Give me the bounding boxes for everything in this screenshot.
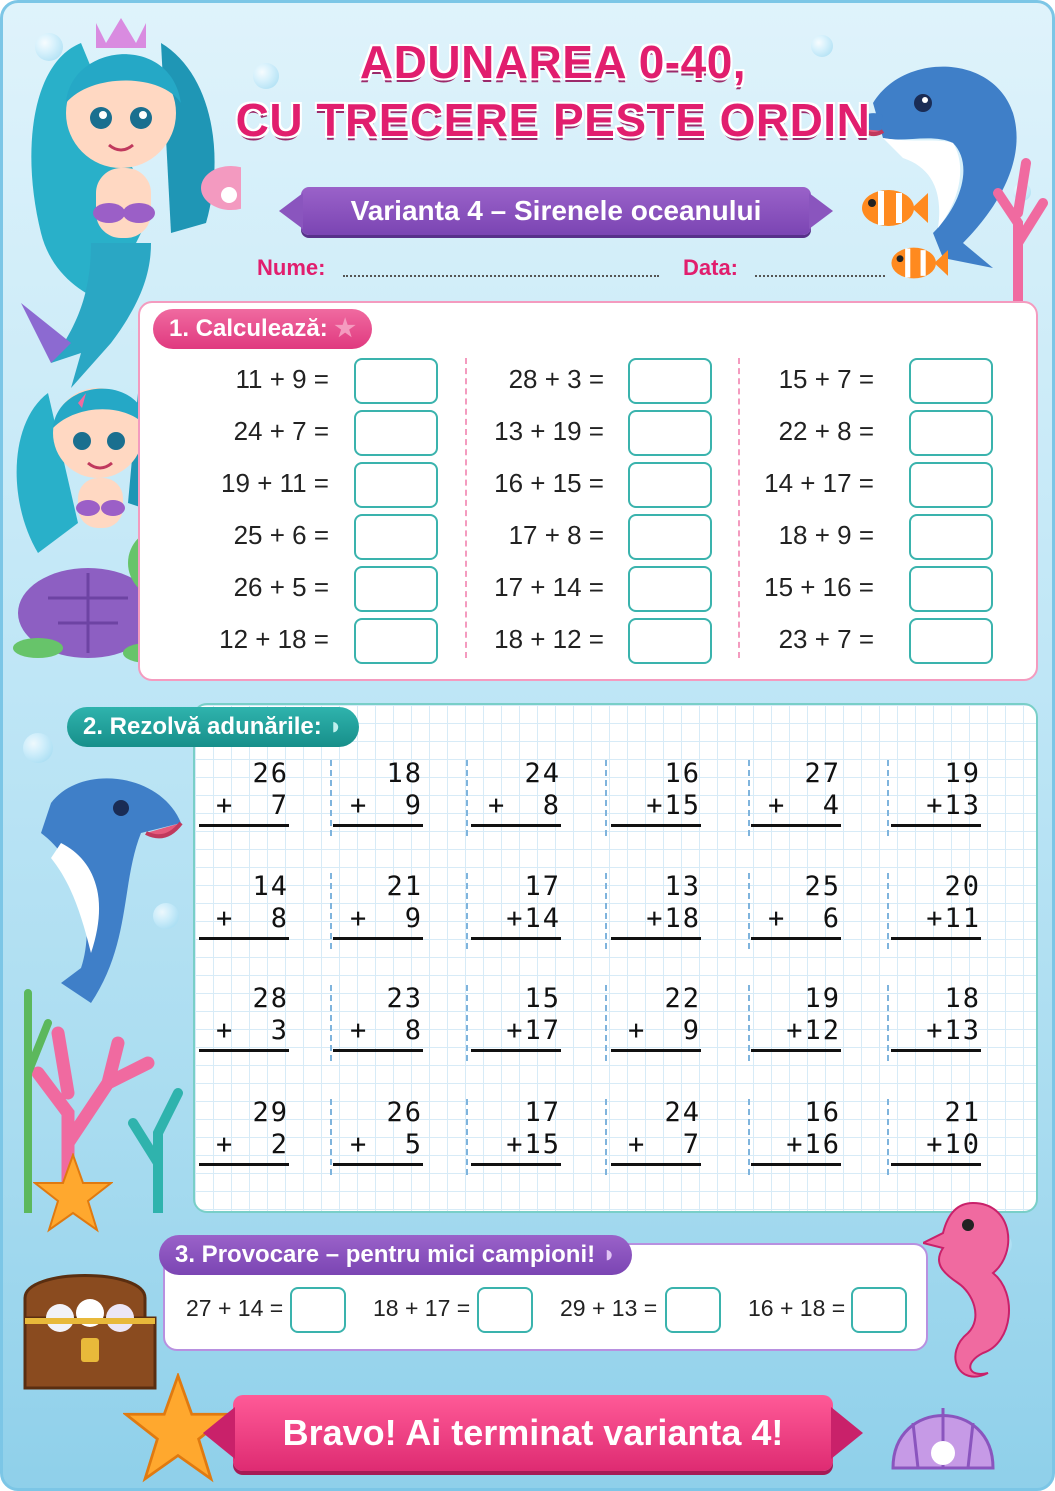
- answer-box[interactable]: [628, 514, 712, 560]
- bubble-decor: [23, 733, 53, 763]
- vertical-addition: [333, 1097, 423, 1166]
- addend-top: 24: [664, 1097, 701, 1128]
- calc-exercise: 17 + 8 =: [508, 520, 604, 550]
- vertical-addition: [199, 758, 289, 827]
- addend-bottom: + 7: [215, 790, 289, 821]
- calc-exercise: 14 + 17 =: [764, 468, 874, 498]
- addend-top: 21: [944, 1097, 981, 1128]
- addend-bottom: + 9: [349, 790, 423, 821]
- sum-line[interactable]: [199, 937, 289, 940]
- vertical-addition: [333, 758, 423, 827]
- challenge-exercise: 27 + 14 =: [186, 1295, 284, 1321]
- calc-exercise: 24 + 7 =: [233, 416, 329, 446]
- addend-top: 22: [664, 983, 701, 1014]
- answer-box[interactable]: [909, 358, 993, 404]
- addend-top: 13: [664, 871, 701, 902]
- calc-exercise: 18 + 12 =: [494, 624, 604, 654]
- column-separator: [466, 985, 468, 1061]
- addend-bottom: +13: [926, 790, 981, 821]
- sum-line[interactable]: [611, 1163, 701, 1166]
- column-separator: [887, 985, 889, 1061]
- addend-top: 24: [524, 758, 561, 789]
- answer-box[interactable]: [909, 410, 993, 456]
- sum-line[interactable]: [891, 824, 981, 827]
- addend-top: 18: [386, 758, 423, 789]
- column-separator: [605, 985, 607, 1061]
- seahorse-illustration: [923, 1193, 1033, 1383]
- sum-line[interactable]: [471, 937, 561, 940]
- calc-exercise: 11 + 9 =: [235, 364, 329, 394]
- shell-icon: ◗: [328, 713, 343, 740]
- sum-line[interactable]: [891, 1163, 981, 1166]
- sum-line[interactable]: [333, 1049, 423, 1052]
- section-label-text: 2. Rezolvă adunările:: [83, 713, 322, 740]
- addend-bottom: + 9: [349, 903, 423, 934]
- vertical-addition: [611, 983, 701, 1052]
- section-label-challenge: [159, 1235, 632, 1275]
- starfish-icon: [33, 1153, 113, 1233]
- addend-bottom: + 6: [767, 903, 841, 934]
- calc-exercise: 23 + 7 =: [778, 624, 874, 654]
- addend-top: 16: [804, 1097, 841, 1128]
- addend-bottom: +18: [646, 903, 701, 934]
- column-separator: [466, 873, 468, 949]
- vertical-addition: [471, 1097, 561, 1166]
- addend-bottom: +10: [926, 1129, 981, 1160]
- answer-box[interactable]: [628, 462, 712, 508]
- coral-illustration: [988, 133, 1053, 303]
- addend-bottom: + 3: [215, 1015, 289, 1046]
- answer-box[interactable]: [354, 618, 438, 664]
- sum-line[interactable]: [611, 937, 701, 940]
- addend-top: 28: [252, 983, 289, 1014]
- sum-line[interactable]: [199, 1163, 289, 1166]
- calc-exercise: 15 + 16 =: [764, 572, 874, 602]
- column-separator: [748, 873, 750, 949]
- answer-box[interactable]: [354, 358, 438, 404]
- page-title-line2: CU TRECERE PESTE ORDIN: [235, 94, 871, 146]
- sum-line[interactable]: [199, 1049, 289, 1052]
- vertical-addition: [751, 871, 841, 940]
- calc-exercise: 25 + 6 =: [233, 520, 329, 550]
- date-line[interactable]: [755, 275, 885, 277]
- answer-box[interactable]: [909, 514, 993, 560]
- vertical-addition: [891, 758, 981, 827]
- addend-bottom: +17: [506, 1015, 561, 1046]
- addend-bottom: +14: [506, 903, 561, 934]
- column-separator: [330, 760, 332, 836]
- vertical-addition: [199, 1097, 289, 1166]
- addend-top: 19: [804, 983, 841, 1014]
- sum-line[interactable]: [471, 824, 561, 827]
- addend-top: 18: [944, 983, 981, 1014]
- challenge-answer-box[interactable]: [665, 1287, 721, 1333]
- addend-bottom: + 9: [627, 1015, 701, 1046]
- section-label-text: 3. Provocare – pentru mici campioni!: [175, 1241, 596, 1268]
- column-separator: [605, 873, 607, 949]
- column-separator: [330, 1099, 332, 1175]
- vertical-addition: [891, 1097, 981, 1166]
- answer-box[interactable]: [628, 358, 712, 404]
- column-separator: [748, 985, 750, 1061]
- challenge-exercise: 16 + 18 =: [748, 1295, 846, 1321]
- vertical-addition: [333, 983, 423, 1052]
- name-line[interactable]: [343, 275, 659, 277]
- shell-icon: ◗: [601, 1241, 617, 1268]
- fish-icon: [858, 183, 928, 233]
- sum-line[interactable]: [333, 824, 423, 827]
- vertical-addition: [611, 871, 701, 940]
- column-separator: [887, 760, 889, 836]
- addend-bottom: +15: [506, 1129, 561, 1160]
- section-label-text: 1. Calculează:: [169, 315, 328, 342]
- sum-line[interactable]: [333, 937, 423, 940]
- addend-bottom: +11: [926, 903, 981, 934]
- calc-exercise: 28 + 3 =: [508, 364, 604, 394]
- answer-box[interactable]: [354, 410, 438, 456]
- addend-top: 26: [252, 758, 289, 789]
- calc-exercise: 22 + 8 =: [778, 416, 874, 446]
- sum-line[interactable]: [891, 1049, 981, 1052]
- column-separator: [465, 358, 467, 658]
- addend-bottom: + 2: [215, 1129, 289, 1160]
- vertical-addition: [471, 758, 561, 827]
- addend-bottom: + 4: [767, 790, 841, 821]
- vertical-addition: [891, 871, 981, 940]
- addend-bottom: +16: [786, 1129, 841, 1160]
- starfish-icon: ★: [334, 315, 356, 342]
- sum-line[interactable]: [471, 1163, 561, 1166]
- vertical-addition: [611, 758, 701, 827]
- addend-top: 14: [252, 871, 289, 902]
- addend-top: 20: [944, 871, 981, 902]
- challenge-exercise: 29 + 13 =: [560, 1295, 658, 1321]
- addend-bottom: + 8: [487, 790, 561, 821]
- column-separator: [330, 985, 332, 1061]
- sum-line[interactable]: [199, 824, 289, 827]
- addend-top: 17: [524, 1097, 561, 1128]
- name-label: Nume:: [257, 255, 326, 280]
- addend-top: 19: [944, 758, 981, 789]
- challenge-answer-box[interactable]: [851, 1287, 907, 1333]
- challenge-exercise: 18 + 17 =: [373, 1295, 471, 1321]
- column-separator: [466, 1099, 468, 1175]
- vertical-addition: [471, 871, 561, 940]
- answer-box[interactable]: [628, 618, 712, 664]
- answer-box[interactable]: [628, 410, 712, 456]
- vertical-addition: [471, 983, 561, 1052]
- column-separator: [887, 873, 889, 949]
- addend-top: 26: [386, 1097, 423, 1128]
- calc-exercise: 19 + 11 =: [221, 468, 329, 498]
- calc-exercise: 18 + 9 =: [778, 520, 874, 550]
- sum-line[interactable]: [611, 824, 701, 827]
- column-separator: [466, 760, 468, 836]
- addend-bottom: + 8: [349, 1015, 423, 1046]
- addend-bottom: +13: [926, 1015, 981, 1046]
- addend-bottom: +15: [646, 790, 701, 821]
- calc-exercise: 15 + 7 =: [778, 364, 874, 394]
- sum-line[interactable]: [471, 1049, 561, 1052]
- answer-box[interactable]: [909, 566, 993, 612]
- challenge-answer-box[interactable]: [290, 1287, 346, 1333]
- addend-bottom: + 8: [215, 903, 289, 934]
- addend-top: 21: [386, 871, 423, 902]
- sum-line[interactable]: [751, 1163, 841, 1166]
- addend-top: 23: [386, 983, 423, 1014]
- fish-icon: [888, 241, 948, 285]
- date-label: Data:: [683, 255, 739, 280]
- column-separator: [330, 873, 332, 949]
- vertical-addition: [891, 983, 981, 1052]
- calc-exercise: 17 + 14 =: [494, 572, 604, 602]
- column-separator: [748, 1099, 750, 1175]
- sum-line[interactable]: [751, 824, 841, 827]
- column-separator: [748, 760, 750, 836]
- section-label-solve: [67, 707, 359, 747]
- section-label-calculate: [153, 309, 372, 349]
- calc-exercise: 13 + 19 =: [494, 416, 604, 446]
- vertical-addition: [751, 758, 841, 827]
- addend-bottom: + 5: [349, 1129, 423, 1160]
- calc-exercise: 12 + 18 =: [219, 624, 329, 654]
- answer-box[interactable]: [909, 462, 993, 508]
- sum-line[interactable]: [891, 937, 981, 940]
- shell-icon: [883, 1378, 1003, 1478]
- addend-top: 27: [804, 758, 841, 789]
- page-title-line1: ADUNAREA 0-40,: [359, 36, 747, 88]
- addend-bottom: +12: [786, 1015, 841, 1046]
- challenge-answer-box[interactable]: [477, 1287, 533, 1333]
- addend-top: 25: [804, 871, 841, 902]
- sum-line[interactable]: [333, 1163, 423, 1166]
- bravo-banner: Bravo! Ai terminat varianta 4!: [233, 1395, 833, 1471]
- column-separator: [605, 760, 607, 836]
- answer-box[interactable]: [628, 566, 712, 612]
- column-separator: [887, 1099, 889, 1175]
- vertical-addition: [199, 983, 289, 1052]
- calc-exercise: 16 + 15 =: [494, 468, 604, 498]
- subtitle-ribbon: Varianta 4 – Sirenele oceanului: [301, 187, 811, 235]
- calc-exercise: 26 + 5 =: [233, 572, 329, 602]
- vertical-addition: [333, 871, 423, 940]
- answer-box[interactable]: [354, 566, 438, 612]
- vertical-addition: [751, 983, 841, 1052]
- sum-line[interactable]: [751, 1049, 841, 1052]
- addend-top: 17: [524, 871, 561, 902]
- vertical-addition: [199, 871, 289, 940]
- vertical-addition: [611, 1097, 701, 1166]
- addend-top: 16: [664, 758, 701, 789]
- answer-box[interactable]: [354, 514, 438, 560]
- sum-line[interactable]: [611, 1049, 701, 1052]
- answer-box[interactable]: [909, 618, 993, 664]
- addend-top: 15: [524, 983, 561, 1014]
- addend-bottom: + 7: [627, 1129, 701, 1160]
- vertical-addition: [751, 1097, 841, 1166]
- column-separator: [605, 1099, 607, 1175]
- addend-top: 29: [252, 1097, 289, 1128]
- column-separator: [738, 358, 740, 658]
- answer-box[interactable]: [354, 462, 438, 508]
- sum-line[interactable]: [751, 937, 841, 940]
